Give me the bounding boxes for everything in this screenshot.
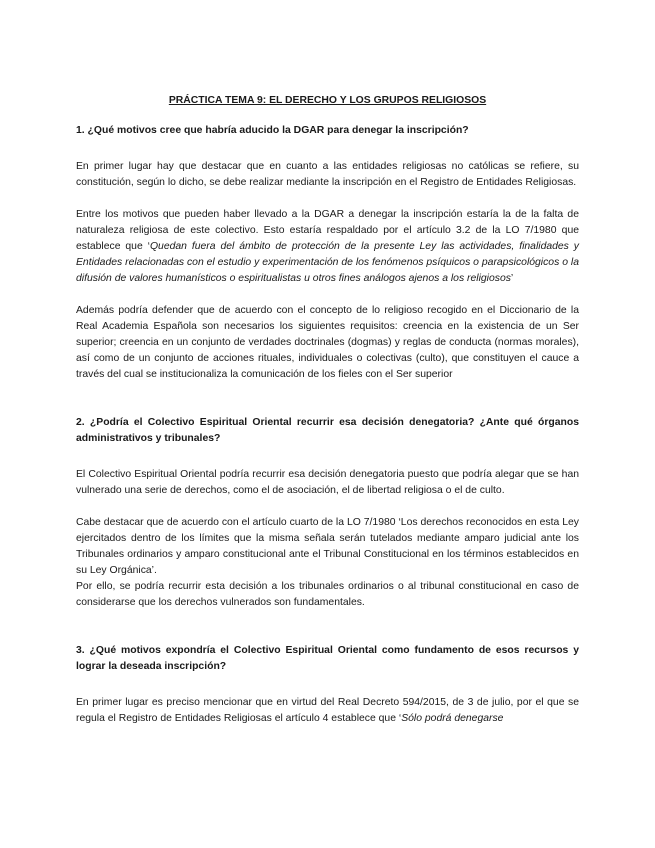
document-title: PRÁCTICA TEMA 9: EL DERECHO Y LOS GRUPOS RELIGIOSOS bbox=[168, 95, 487, 106]
q2-paragraph-1: El Colectivo Espiritual Oriental podría recurrir esa decisión denegatoria puesto que podría alegar que se han vulnerado una serie de derechos, como el de asociación, el de libertad religiosa o el de culto. bbox=[76, 469, 579, 496]
q3-paragraph-1-quote: Sólo podrá denegarse bbox=[401, 713, 504, 724]
question-1: 1. ¿Qué motivos cree que habría aducido la DGAR para denegar la inscripción? bbox=[76, 125, 469, 136]
q1-paragraph-3: Además podría defender que de acuerdo con el concepto de lo religioso recogido en el Diccionario de la Real Academia Española son necesarios los siguientes requisitos: creencia en la existencia de un Ser superior; creencia en un conjunto de verdades doctrinales (dogmas) y reglas de conducta (normas morales), así como de un conjunto de acciones rituales, individuales o colectivas (culto), que constituyen el cauce a través del cual se institucionaliza la comunicación de los fieles con el Ser superior bbox=[76, 305, 579, 380]
q1-paragraph-2 bbox=[76, 207, 579, 287]
q1-paragraph-2-close: ’ bbox=[510, 273, 514, 284]
q1-paragraph-2-quote: Quedan fuera del ámbito de protección de la presente Ley las actividades, finalidades y Entidades relacionadas con el estudio y experimentación de los fenómenos psíquicos o parapsicológicos o la difusión de valores humanísticos o espiritualistas u otros fines análogos ajenos a los religiosos bbox=[76, 241, 579, 284]
q2-paragraph-2: Cabe destacar que de acuerdo con el artículo cuarto de la LO 7/1980 ‘Los derechos reconocidos en esta Ley ejercitados dentro de los límites que la misma señala serán tutelados mediante amparo judicial ante los Tribunales ordinarios y amparo constitucional ante el Tribunal Constitucional en los términos establecidos en su Ley Orgánica’. bbox=[76, 517, 579, 576]
q3-paragraph-1 bbox=[76, 695, 579, 727]
q3-paragraph-1-text: En primer lugar es preciso mencionar que en virtud del Real Decreto 594/2015, de 3 de julio, por el que se regula el Registro de Entidades Religiosas el artículo 4 establece que ‘ bbox=[76, 697, 579, 724]
question-2: 2. ¿Podría el Colectivo Espiritual Oriental recurrir esa decisión denegatoria? ¿Ante qué órganos administrativos y tribunales? bbox=[76, 417, 579, 444]
q1-paragraph-1: En primer lugar hay que destacar que en cuanto a las entidades religiosas no católicas se refiere, su constitución, según lo dicho, se debe realizar mediante la inscripción en el Registro de Entidades Religiosas. bbox=[76, 161, 579, 188]
section-gap bbox=[76, 399, 579, 415]
q2-paragraph-3: Por ello, se podría recurrir esta decisión a los tribunales ordinarios o al tribunal constitucional en caso de considerarse que los derechos vulnerados son fundamentales. bbox=[76, 581, 579, 608]
q1-paragraph-2-text: Entre los motivos que pueden haber llevado a la DGAR a denegar la inscripción estaría la de la falta de naturaleza religiosa de este colectivo. Esto estaría respaldado por el artículo 3.2 de la LO 7/1980 que establece que ‘ bbox=[76, 209, 579, 252]
question-3: 3. ¿Qué motivos expondría el Colectivo Espiritual Oriental como fundamento de esos recursos y lograr la deseada inscripción? bbox=[76, 645, 579, 672]
section-gap bbox=[76, 627, 579, 643]
